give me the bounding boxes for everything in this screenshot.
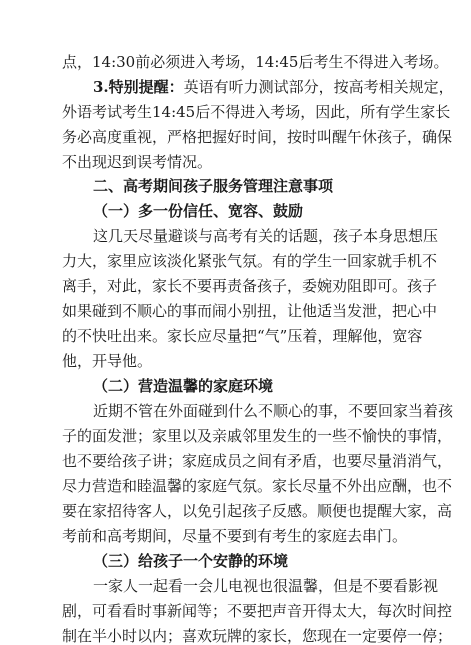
special-reminder-text: 英语有听力测试部分，按高考相关规定，	[183, 78, 454, 96]
subsection-heading-two: （二）营造温馨的家庭环境	[93, 377, 274, 395]
paragraph-line: 剧，可看看时事新闻等；不要把声音开得太大，每次时间控	[62, 602, 453, 620]
section-heading-two: 二、高考期间孩子服务管理注意事项	[93, 177, 334, 195]
paragraph-line: 尽力营造和睦温馨的家庭气氛。家长尽量不外出应酬，也不	[62, 477, 453, 495]
paragraph-line: 子的面发泄；家里以及亲戚邻里发生的一些不愉快的事情，	[62, 427, 453, 445]
paragraph-line: 外语考试考生14:45后不得进入考场，因此，所有学生家长	[62, 103, 451, 121]
paragraph-line: 一家人一起看一会儿电视也很温馨，但是不要看影视	[93, 577, 439, 595]
paragraph-line: 他，开导他。	[62, 352, 153, 370]
paragraph-line: 离手，对此，家长不要再责备孩子，委婉劝阻即可。孩子	[62, 277, 438, 295]
paragraph-line: 务必高度重视，严格把握好时间，按时叫醒午休孩子，确保	[62, 128, 453, 146]
special-reminder-line	[93, 78, 454, 96]
paragraph-line: 近期不管在外面碰到什么不顺心的事，不要回家当着孩	[93, 402, 454, 420]
paragraph-line: 的不快吐出来。家长应尽量把“气”压着，理解他，宽容	[62, 327, 423, 345]
subsection-heading-three: （三）给孩子一个安静的环境	[93, 552, 289, 570]
paragraph-line: 不出现迟到误考情况。	[62, 153, 213, 171]
subsection-heading-one: （一）多一份信任、宽容、鼓励	[93, 202, 304, 220]
special-reminder-label: 3.特别提醒：	[93, 78, 184, 96]
paragraph-line: 这几天尽量避谈与高考有关的话题，孩子本身思想压	[93, 227, 439, 245]
paragraph-line: 要在家招待客人，以免引起孩子反感。顺便也提醒大家，高	[62, 502, 453, 520]
paragraph-line: 制在半小时以内；喜欢玩牌的家长，您现在一定要停一停；	[62, 627, 453, 645]
paragraph-line: 力大，家里应该淡化紧张气氛。有的学生一回家就手机不	[62, 252, 438, 270]
paragraph-line: 考前和高考期间，尽量不要到有考生的家庭去串门。	[62, 527, 408, 545]
paragraph-line: 如果碰到不顺心的事而闹小别扭，让他适当发泄，把心中	[62, 302, 438, 320]
exam-time-line-end: 点，14:30前必须进入考场，14:45后考生不得进入考场。	[62, 53, 449, 71]
paragraph-line: 也不要给孩子讲；家庭成员之间有矛盾，也要尽量消消气，	[62, 452, 453, 470]
